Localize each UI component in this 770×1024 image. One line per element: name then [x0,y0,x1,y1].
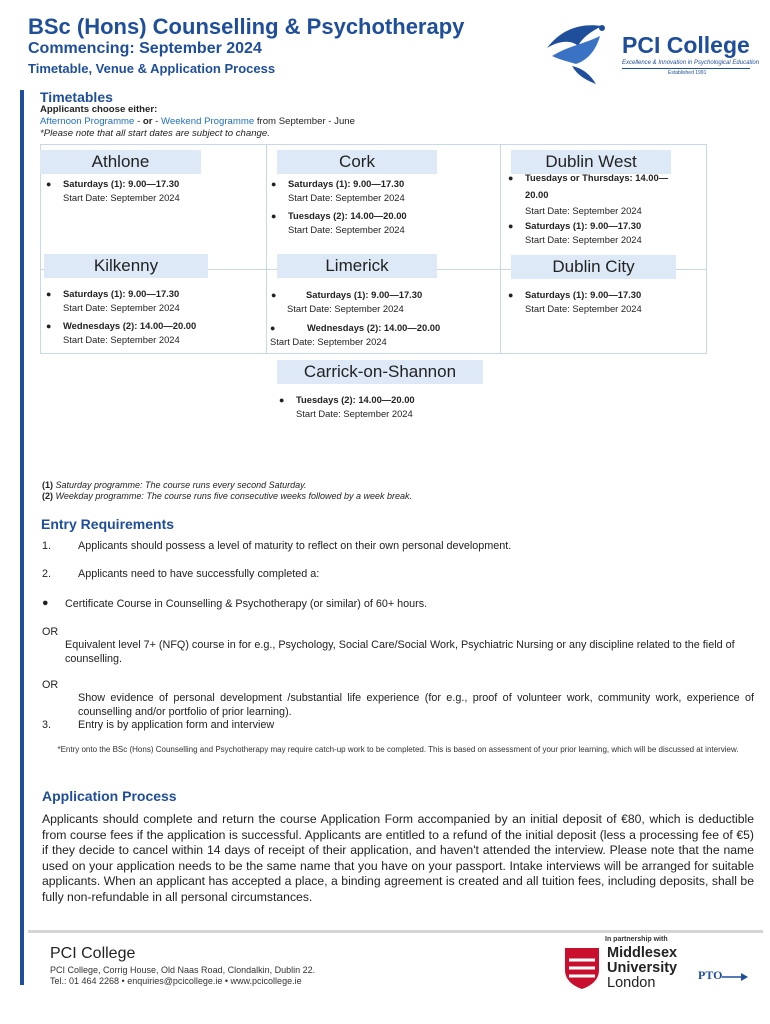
university-word: University [607,960,678,976]
date-range: from September - June [256,116,355,127]
location-dublin-city: Dublin City [511,255,676,279]
session-limerick-2 [270,321,440,349]
session-time: Tuesdays or Thursdays: 14.00— [525,172,669,183]
application-process-heading: Application Process [42,788,177,804]
or-word: or [142,116,153,127]
session-dublin-west-2 [508,219,642,247]
grid-divider [500,145,501,353]
location-kilkenny: Kilkenny [44,254,208,278]
session-time: Saturdays (1): 9.00—17.30 [525,289,642,300]
or-label: OR [42,679,59,691]
session-limerick-1 [271,288,423,316]
session-cork-1 [271,177,405,205]
session-time: Tuesdays (2): 14.00—20.00 [296,394,415,405]
grid-divider [266,145,267,353]
bullet-icon: ● [42,597,49,609]
footnote-num: (2) [42,491,53,501]
logo-wordmark: PCI College [622,32,750,58]
session-time: Wednesdays (2): 14.00—20.00 [307,322,441,333]
session-time: Saturdays (1): 9.00—17.30 [63,178,180,189]
session-time: Tuesdays (2): 14.00—20.00 [288,210,407,221]
session-start: Start Date: September 2024 [287,303,404,314]
req-num: 2. [42,568,52,580]
session-start: Start Date: September 2024 [288,224,405,235]
req-application-form: Entry is by application form and interview [78,719,275,731]
bullet-icon: ● [46,179,52,189]
footer-college-name: PCI College [50,945,136,962]
session-time: Saturdays (1): 9.00—17.30 [288,178,405,189]
left-accent-bar [20,90,24,985]
footer-address: PCI College, Corrig House, Old Naas Road, Clondalkin, Dublin 22. [50,965,316,975]
footnote-text: Saturday programme: The course runs every second Saturday. [55,480,307,490]
logo-established: Established 1991 [668,70,707,76]
session-start: Start Date: September 2024 [63,334,180,345]
bullet-icon: ● [279,395,285,405]
session-start: Start Date: September 2024 [270,336,387,347]
session-start: Start Date: September 2024 [288,192,405,203]
logo-tagline: Excellence & Innovation in Psychological Education [622,60,760,66]
req-equivalent-text: Equivalent level 7+ (NFQ) course in for e.g., Psychology, Social Care/Social Work, Psychiatric Nursing or any discipline related to the field of counselling. [65,639,735,665]
session-carrick-1 [279,393,415,421]
middlesex-word: Middlesex [607,945,678,961]
session-start: Start Date: September 2024 [296,408,413,419]
bullet-icon: ● [271,290,277,300]
location-carrick-on-shannon: Carrick-on-Shannon [277,360,483,384]
req-life-experience: Show evidence of personal development /substantial life experience (for e.g., proof of volunteer work, community work, experience of counselling and/or portfolio of prior learning). [78,692,754,718]
session-cork-2 [271,209,407,237]
application-process-text: Applicants should complete and return the course Application Form accompanied by an initial deposit of €80, which is deductible from course fees if the application is successful. Applicants are entitled to a refund of the initial deposit (less a processing fee of €5) if they decide to cancel within 14 days of receipt of their application, and haven't attended the interview. Please note that the name used on your application needs to be the same name that you have on your passport. Intake interviews will be arranged for suitable applicants. When an applicant has accepted a place, a binding agreement is created and all tuition fees, including deposits, shall be fully non-refundable in all personal circumstances. [42,812,754,904]
bullet-icon: ● [508,173,514,183]
session-time-cont: 20.00 [525,189,549,200]
logo-divider [622,68,750,69]
session-kilkenny-1 [46,287,180,315]
session-start: Start Date: September 2024 [525,303,642,314]
weekend-programme: Weekend Programme [161,116,255,127]
footer-divider [28,930,763,933]
or-label: OR [42,626,59,638]
session-dublin-west-1 [508,171,669,218]
footnote-num: (1) [42,480,53,490]
req-equivalent [65,638,753,666]
bullet-icon: ● [46,321,52,331]
footer-contact: Tel.: 01 464 2268 • enquiries@pcicollege.ie • www.pcicollege.ie [50,976,302,986]
session-time: Wednesdays (2): 14.00—20.00 [63,320,197,331]
location-cork: Cork [277,150,437,174]
bullet-icon: ● [508,221,514,231]
req-certificate: Certificate Course in Counselling & Psychotherapy (or similar) of 60+ hours. [65,598,428,610]
start-date-note: *Please note that all start dates are subject to change. [40,128,270,139]
choose-either: Applicants choose either: [40,104,158,115]
session-athlone-1 [46,177,180,205]
arrow-right-icon [722,970,748,982]
footnote-weekday [42,491,412,501]
london-word: London [607,975,656,991]
req-completed: Applicants need to have successfully completed a: [78,568,320,580]
bullet-icon: ● [271,179,277,189]
page-title: BSc (Hons) Counselling & Psychotherapy [28,14,465,39]
entry-requirements-heading: Entry Requirements [41,516,175,532]
dove-logo-icon [542,18,622,88]
programme-options: Afternoon Programme - or - Weekend Programme from September - June [40,116,355,127]
location-limerick: Limerick [277,254,437,278]
location-dublin-west: Dublin West [511,150,671,174]
partnership-label: In partnership with [605,936,668,943]
req-maturity: Applicants should possess a level of maturity to reflect on their own personal development. [78,540,512,552]
bullet-icon: ● [270,323,276,333]
session-dublin-city-1 [508,288,642,316]
session-start: Start Date: September 2024 [525,205,642,216]
footnote-saturday [42,480,306,490]
timetable-subtitle: Timetable, Venue & Application Process [28,61,276,76]
afternoon-programme: Afternoon Programme [40,116,135,127]
bullet-icon: ● [508,290,514,300]
commencing-subtitle: Commencing: September 2024 [28,40,262,57]
session-time: Saturdays (1): 9.00—17.30 [525,220,642,231]
session-time: Saturdays (1): 9.00—17.30 [63,288,180,299]
pto-label: PTO [698,968,723,982]
session-start: Start Date: September 2024 [63,192,180,203]
req-num: 1. [42,540,52,552]
session-kilkenny-2 [46,319,197,347]
session-time: Saturdays (1): 9.00—17.30 [306,289,423,300]
footnote-text: Weekday programme: The course runs five consecutive weeks followed by a week break. [55,491,413,501]
req-num: 3. [42,719,52,731]
timetables-heading: Timetables [40,89,113,105]
session-start: Start Date: September 2024 [525,234,642,245]
bullet-icon: ● [271,211,277,221]
location-athlone: Athlone [40,150,201,174]
entry-note: *Entry onto the BSc (Hons) Counselling and Psychotherapy may require catch-up work to be completed. This is based on assessment of your prior learning, which will be discussed at interview. [57,745,739,754]
session-start: Start Date: September 2024 [63,302,180,313]
middlesex-crest-icon [563,946,601,990]
bullet-icon: ● [46,289,52,299]
